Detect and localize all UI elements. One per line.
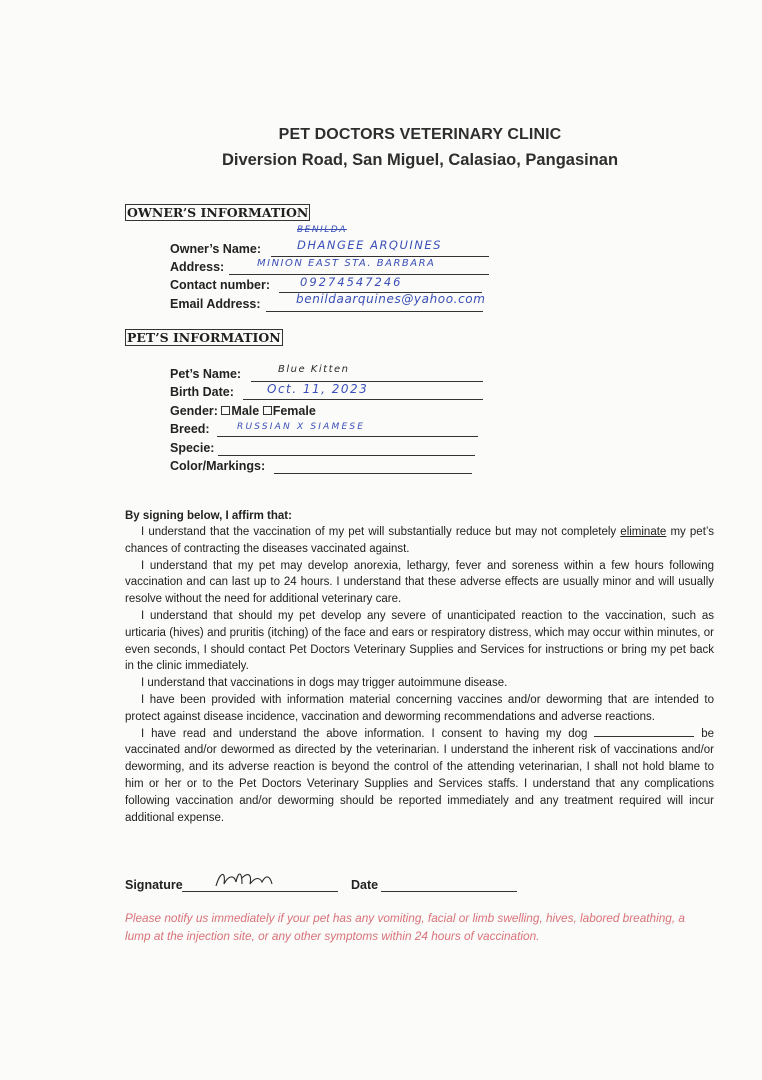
specie-label: Specie: [170, 441, 215, 455]
contact-label: Contact number: [170, 278, 270, 292]
clinic-name: PET DOCTORS VETERINARY CLINIC [278, 126, 562, 143]
breed-value: RUSSIAN X SIAMESE [237, 422, 366, 432]
birth-date-value: Oct. 11, 2023 [267, 382, 369, 396]
affirmation-paragraph-6: I have read and understand the above information. I consent to having my dog be vaccinated and/or dewormed as directed by the veterinarian. I understand the inherent risk of vaccinations and/or deworming, and its adverse reaction is beyond the control of the attending veterinarian, I shall not hold blame to him or her or to the Pet Doctors Veterinary Supplies and Services staffs. I understand that any complications following vaccination and/or deworming should be reported immediately and any treatment required will incur additional expense. [125, 727, 715, 824]
gender-male-checkbox[interactable] [221, 406, 230, 415]
affirmation-heading: By signing below, I affirm that: [125, 510, 292, 522]
date-label: Date [351, 878, 379, 892]
owner-section-title: OWNER’S INFORMATION [127, 205, 309, 220]
gender-female-checkbox[interactable] [263, 406, 272, 415]
pet-name-value: Blue Kitten [278, 364, 350, 375]
affirmation-paragraph-2: I understand that my pet may develop anorexia, lethargy, fever and soreness within a few hours following vaccination and can last up to 24 hours. I understand that these adverse effects are usually minor and will usually resolve without the need for additional veterinary care. [125, 559, 714, 606]
color-markings-label: Color/Markings: [170, 459, 266, 473]
owner-name-value: DHANGEE ARQUINES [297, 238, 442, 252]
pet-section-title: PET’S INFORMATION [127, 330, 281, 345]
birth-date-label: Birth Date: [170, 385, 234, 399]
birth-date-line [243, 399, 483, 400]
dog-name-blank[interactable] [594, 726, 694, 737]
color-markings-line[interactable] [274, 473, 472, 474]
affirmation-paragraph-4: I understand that vaccinations in dogs may trigger autoimmune disease. [141, 677, 508, 690]
owner-name-crossed: BENILDA [297, 225, 347, 235]
owner-name-line [271, 256, 489, 257]
gender-label: Gender: [170, 404, 218, 418]
affirmation-paragraph-5: I have been provided with information material concerning vaccines and/or deworming that are intended to protect against disease incidence, vaccination and deworming recommendations and adverse reactions. [125, 693, 714, 723]
contact-value: 09274547246 [300, 275, 403, 289]
gender-male-label: Male [231, 404, 260, 418]
specie-line[interactable] [218, 455, 475, 456]
affirmation-paragraph-3: I understand that should my pet develop any severe of unanticipated reaction to the vaccination, such as urticaria (hives) and pruritis (itching) of the face and ears or respiratory distress, which may occur within minutes, or even seconds, I should contact Pet Doctors Veterinary Supplies and Services for instructions or bring my pet back in the clinic immediately. [125, 609, 714, 673]
owner-name-label: Owner’s Name: [170, 242, 262, 256]
affirmation-text [125, 524, 714, 826]
email-value: benildaarquines@yahoo.com [296, 292, 486, 306]
footnote-warning: Please notify us immediately if your pet has any vomiting, facial or limb swelling, hives, labored breathing, a lump at the injection site, or any other symptoms within 24 hours of vaccination. [125, 911, 685, 943]
address-label: Address: [170, 260, 225, 274]
breed-label: Breed: [170, 422, 210, 436]
email-line [266, 311, 483, 312]
breed-line [217, 436, 478, 437]
date-line[interactable] [381, 891, 517, 892]
signature-label: Signature [125, 878, 183, 892]
email-label: Email Address: [170, 297, 261, 311]
gender-row [170, 404, 316, 419]
address-value: MINION EAST STA. BARBARA [257, 258, 436, 269]
gender-female-label: Female [272, 404, 316, 418]
handwritten-signature [212, 866, 278, 892]
pet-name-label: Pet’s Name: [170, 367, 242, 381]
affirmation-paragraph-1: I understand that the vaccination of my pet will substantially reduce but may not completely eliminate my pet’s chances of contracting the diseases vaccinated against. [125, 526, 714, 555]
clinic-address: Diversion Road, San Miguel, Calasiao, Pangasinan [221, 151, 619, 169]
